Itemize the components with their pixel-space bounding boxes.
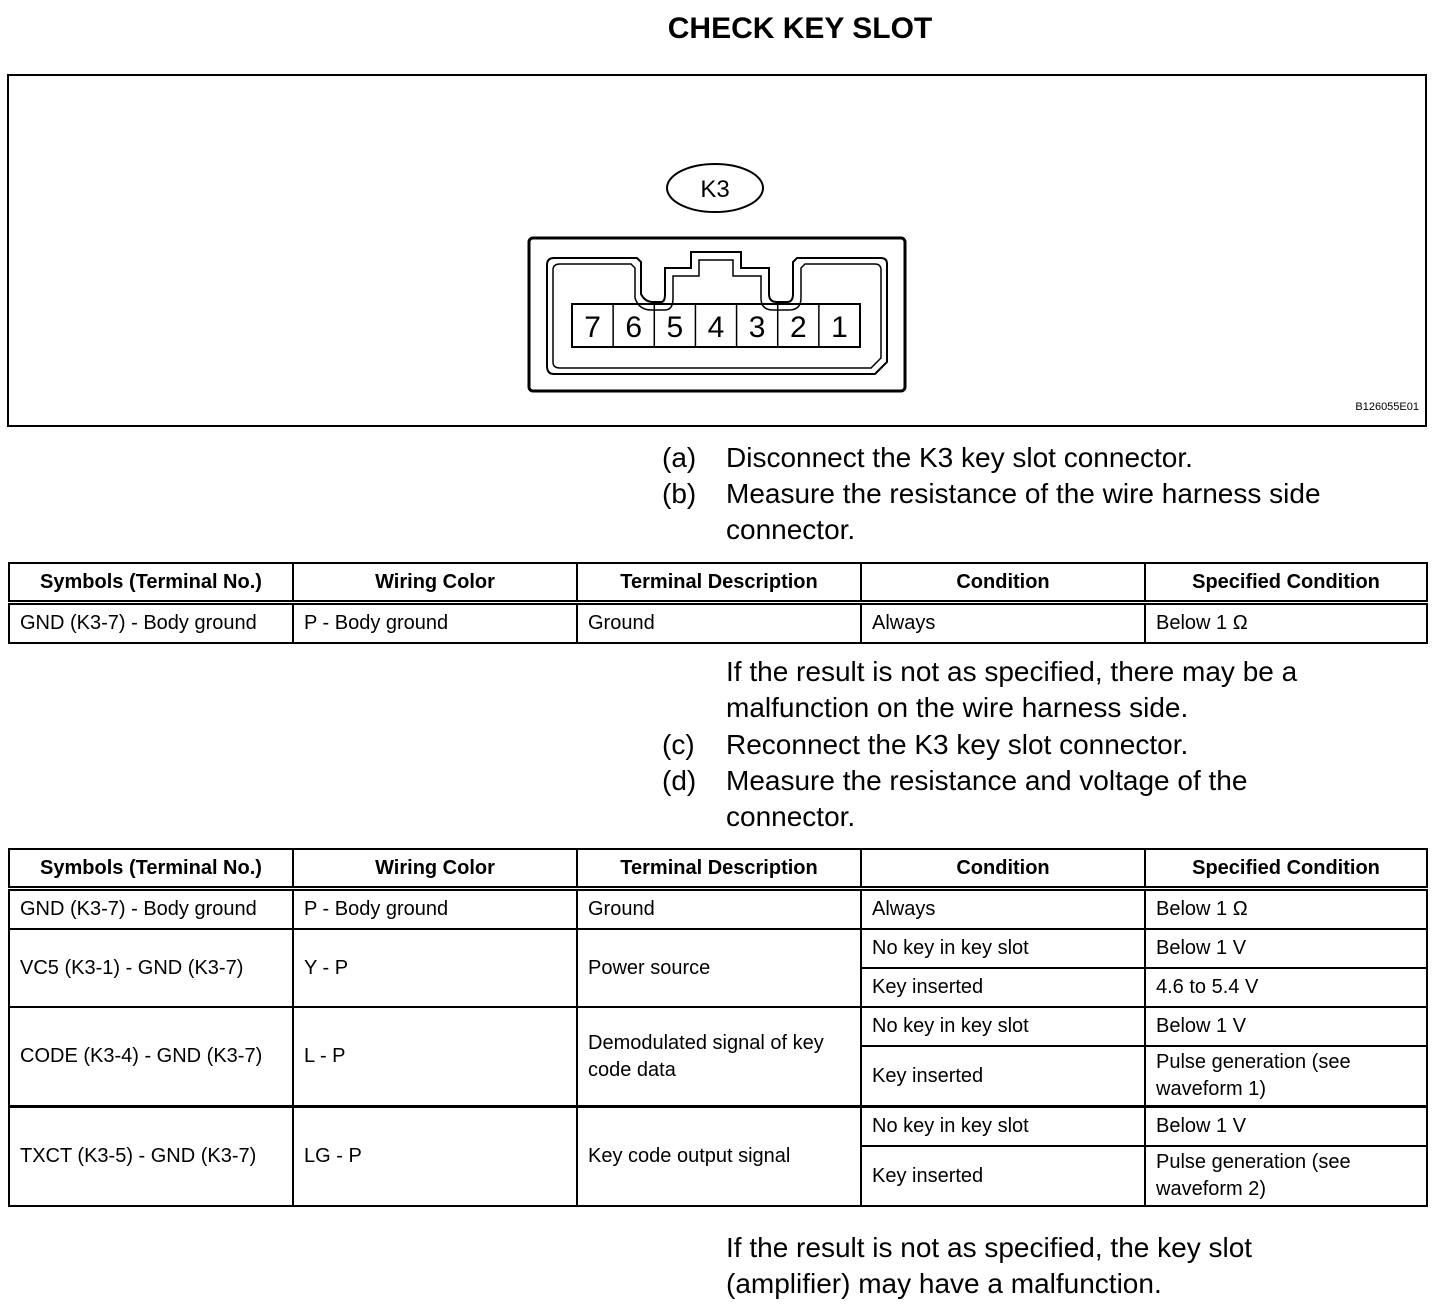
cell-specified: Below 1 V [1145, 929, 1427, 968]
header-condition: Condition [861, 563, 1145, 603]
cell-condition: No key in key slot [861, 929, 1145, 968]
page-title: CHECK KEY SLOT [667, 12, 933, 45]
steps-group-1 [662, 440, 1386, 548]
table-header-row [9, 849, 1427, 889]
cell-specified: Below 1 V [1145, 1107, 1427, 1147]
cell-description: Demodulated signal of key code data [577, 1007, 861, 1107]
step-label: (a) [662, 442, 697, 473]
cell-condition: Key inserted [861, 1146, 1145, 1206]
step-text: Reconnect the K3 key slot connector. [726, 729, 1189, 760]
step-b [662, 476, 1386, 548]
cell-description: Key code output signal [577, 1107, 861, 1207]
cell-description: Ground [577, 889, 861, 930]
header-terminal-description: Terminal Description [577, 563, 861, 603]
resistance-table-1 [8, 562, 1428, 644]
table-row [9, 603, 1427, 644]
cell-symbol: GND (K3-7) - Body ground [9, 603, 293, 644]
cell-condition: Always [861, 603, 1145, 644]
cell-symbol: CODE (K3-4) - GND (K3-7) [9, 1007, 293, 1107]
cell-wiring-color: P - Body ground [293, 889, 577, 930]
step-a [662, 440, 1386, 476]
cell-specified: Pulse generation (see waveform 2) [1145, 1146, 1427, 1206]
header-symbols: Symbols (Terminal No.) [9, 849, 293, 889]
header-wiring-color: Wiring Color [293, 563, 577, 603]
steps-group-2 [662, 727, 1366, 835]
table-header-row [9, 563, 1427, 603]
cell-specified: Pulse generation (see waveform 1) [1145, 1046, 1427, 1107]
step-text: Measure the resistance and voltage of the connector. [726, 765, 1248, 832]
step-label: (c) [662, 729, 695, 760]
cell-condition: Key inserted [861, 968, 1145, 1007]
pin-group [584, 304, 848, 347]
cell-specified: Below 1 Ω [1145, 889, 1427, 930]
note-wire-harness: If the result is not as specified, there may be a malfunction on the wire harness side. [726, 656, 1298, 723]
pin-number-4: 4 [707, 311, 725, 344]
pin-number-5: 5 [666, 311, 684, 344]
resistance-voltage-table-2 [8, 848, 1428, 1207]
cell-description: Power source [577, 929, 861, 1007]
step-d [662, 763, 1366, 835]
table-row [9, 889, 1427, 930]
table-row [9, 1107, 1427, 1147]
step-label: (d) [662, 765, 697, 796]
cell-description: Ground [577, 603, 861, 644]
header-terminal-description: Terminal Description [577, 849, 861, 889]
pin-number-6: 6 [625, 311, 643, 344]
step-text: Disconnect the K3 key slot connector. [726, 442, 1193, 473]
pin-number-7: 7 [584, 311, 601, 344]
cell-specified: Below 1 V [1145, 1007, 1427, 1046]
cell-specified: Below 1 Ω [1145, 603, 1427, 644]
cell-wiring-color: L - P [293, 1007, 577, 1107]
step-c [662, 727, 1366, 763]
table-row [9, 929, 1427, 968]
connector-figure [7, 74, 1427, 427]
cell-condition: Key inserted [861, 1046, 1145, 1107]
header-symbols: Symbols (Terminal No.) [9, 563, 293, 603]
connector-diagram [9, 76, 1425, 425]
figure-code: B126055E01 [1355, 401, 1419, 413]
header-specified-condition: Specified Condition [1145, 563, 1427, 603]
pin-number-3: 3 [748, 311, 766, 344]
cell-condition: Always [861, 889, 1145, 930]
cell-specified: 4.6 to 5.4 V [1145, 968, 1427, 1007]
step-label: (b) [662, 478, 697, 509]
cell-condition: No key in key slot [861, 1007, 1145, 1046]
header-specified-condition: Specified Condition [1145, 849, 1427, 889]
header-wiring-color: Wiring Color [293, 849, 577, 889]
header-condition: Condition [861, 849, 1145, 889]
cell-symbol: GND (K3-7) - Body ground [9, 889, 293, 930]
cell-wiring-color: P - Body ground [293, 603, 577, 644]
step-text: Measure the resistance of the wire harness side connector. [726, 478, 1321, 545]
pin-number-2: 2 [789, 311, 807, 344]
pin-number-1: 1 [831, 311, 848, 344]
cell-condition: No key in key slot [861, 1107, 1145, 1147]
cell-symbol: VC5 (K3-1) - GND (K3-7) [9, 929, 293, 1007]
note-key-slot: If the result is not as specified, the key slot (amplifier) may have a malfunction. [726, 1232, 1253, 1299]
connector-label: K3 [700, 176, 730, 203]
cell-wiring-color: LG - P [293, 1107, 577, 1207]
table-row [9, 1007, 1427, 1046]
cell-wiring-color: Y - P [293, 929, 577, 1007]
cell-symbol: TXCT (K3-5) - GND (K3-7) [9, 1107, 293, 1207]
